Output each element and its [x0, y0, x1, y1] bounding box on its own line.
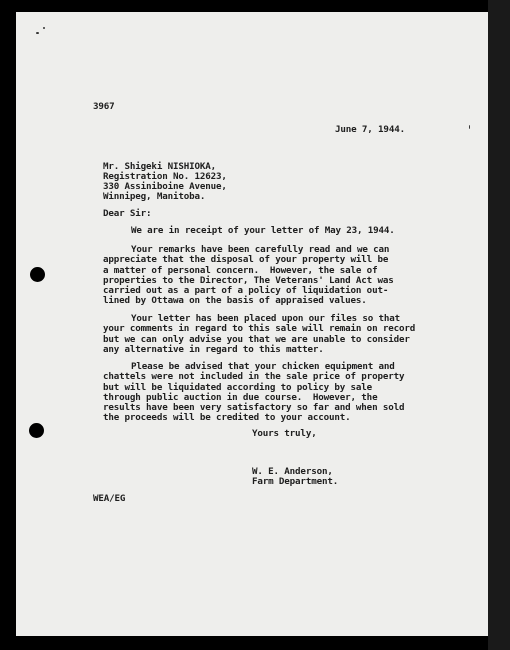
scan-border [488, 0, 510, 650]
salutation: Dear Sir: [103, 208, 152, 219]
punch-hole-icon [29, 423, 44, 438]
signature-name: W. E. Anderson, [252, 466, 333, 477]
paragraph-equipment: Please be advised that your chicken equipment and chattels were not included in the sale price of property but will be liquidated according to policy by sale through public auction in due course. However, the results have been very satisfactory so far and when sold the proceeds will be credited to your account. [103, 361, 405, 424]
typist-initials: WEA/EG [93, 493, 126, 504]
paragraph-receipt: We are in receipt of your letter of May 23, 1944. [131, 225, 395, 236]
letter-date: June 7, 1944. [335, 124, 405, 135]
scan-speck-icon [36, 32, 39, 34]
recipient-city: Winnipeg, Manitoba. [103, 191, 206, 202]
scan-speck-icon [469, 125, 470, 129]
closing: Yours truly, [252, 428, 317, 439]
recipient-street: 330 Assiniboine Avenue, [103, 181, 227, 192]
scan-speck-icon [43, 27, 45, 29]
recipient-name: Mr. Shigeki NISHIOKA, [103, 161, 217, 172]
signature-department: Farm Department. [252, 476, 339, 487]
file-number: 3967 [93, 101, 115, 112]
punch-hole-icon [30, 267, 45, 282]
recipient-registration: Registration No. 12623, [103, 171, 227, 182]
paragraph-remarks: Your remarks have been carefully read and we can appreciate that the disposal of your property will be a matter of personal concern. However, the sale of properties to the Director, The Veterans' Land Act was carried out as a part of a policy of liquidation out- lined by Ottawa on the basis of appraised values. [103, 244, 394, 307]
paragraph-files: Your letter has been placed upon our files so that your comments in regard to this sale will remain on record but we can only advise you that we are unable to consider any alternative in regard to this matter. [103, 313, 416, 355]
